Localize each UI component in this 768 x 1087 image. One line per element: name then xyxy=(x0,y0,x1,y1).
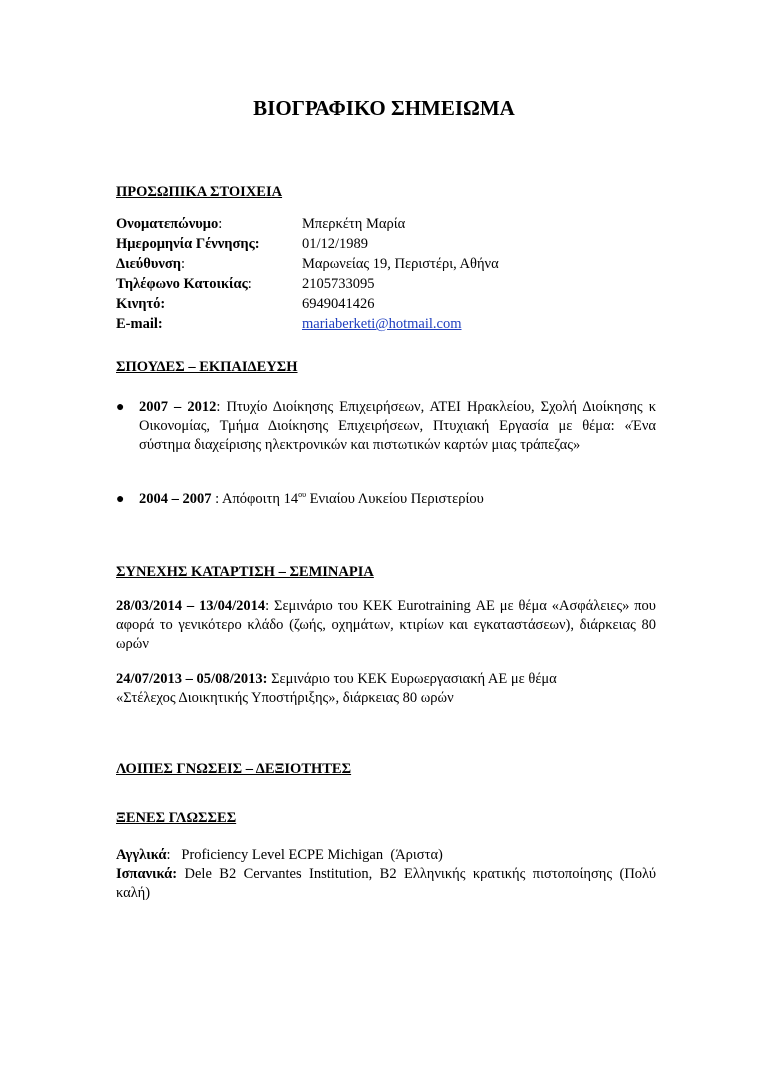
info-label: Τηλέφωνο Κατοικίας: xyxy=(116,276,252,292)
info-label: Διεύθυνση: xyxy=(116,256,186,272)
info-row-fullname xyxy=(116,215,656,235)
training-item: 24/07/2013 – 05/08/2013: Σεμινάριο του ΚΕΚ Ευρωεργασιακή ΑΕ με θέμα «Στέλεχος Διοικητικής Υποστήριξης», διάρκειας 80 ωρών xyxy=(116,671,557,706)
info-value: 2105733095 xyxy=(302,276,375,292)
info-label: Ονοματεπώνυμο: xyxy=(116,216,223,232)
languages-heading: ΞΕΝΕΣ ΓΛΩΣΣΕΣ xyxy=(116,810,237,826)
info-row-mobile xyxy=(116,295,656,315)
document-title: ΒΙΟΓΡΑΦΙΚΟ ΣΗΜΕΙΩΜΑ xyxy=(253,96,515,120)
info-value: Μαρωνείας 19, Περιστέρι, Αθήνα xyxy=(302,256,499,272)
language-item: Ισπανικά: Dele B2 Cervantes Institution, B2 Ελληνικής κρατικής πιστοποίησης (Πολύ καλή) xyxy=(116,866,656,901)
personal-details-heading: ΠΡΟΣΩΠΙΚΑ ΣΤΟΙΧΕΙΑ xyxy=(116,184,283,200)
info-value: Μπερκέτη Μαρία xyxy=(302,216,406,232)
bullet-icon: ● xyxy=(116,492,125,507)
education-item xyxy=(116,490,656,509)
education-item-text: 2004 – 2007 : Απόφοιτη $14^{o\upsilon}$ Ενιαίου Λυκείου Περιστερίου xyxy=(139,490,484,507)
skills-heading: ΛΟΙΠΕΣ ΓΝΩΣΕΙΣ – ΔΕΞΙΟΤΗΤΕΣ xyxy=(116,761,352,777)
info-row-home-phone xyxy=(116,275,656,295)
info-value: 01/12/1989 xyxy=(302,236,369,252)
training-item: 28/03/2014 – 13/04/2014: Σεμινάριο του ΚΕΚ Eurotraining ΑΕ με θέμα «Ασφάλειες» που αφορά το γενικότερο κλάδο (ζωής, οχημάτων, κτιρίων και εγκαταστάσεων), διάρκειας 80 ωρών xyxy=(116,598,656,652)
education-heading: ΣΠΟΥΔΕΣ – ΕΚΠΑΙΔΕΥΣΗ xyxy=(116,359,298,375)
info-label: Ημερομηνία Γέννησης: xyxy=(116,236,260,252)
info-row-address xyxy=(116,255,656,275)
info-row-birthdate xyxy=(116,235,656,255)
info-value: 6949041426 xyxy=(302,296,375,312)
info-label: Κινητό: xyxy=(116,296,166,312)
education-item-text: 2007 – 2012: Πτυχίο Διοίκησης Επιχειρήσεων, ΑΤΕΙ Ηρακλείου, Σχολή Διοίκησης κ Οικονομίας, Τμήμα Διοίκησης Επιχειρήσεων, Πτυχιακή Εργασία με θέμα: «Ένα σύστημα διαχείρισης ηλεκτρονικών και πιστωτικών καρτών μιας τράπεζας» xyxy=(139,399,657,453)
personal-details-table xyxy=(116,215,656,335)
info-label: E-mail: xyxy=(116,316,163,332)
bullet-icon: ● xyxy=(116,400,125,415)
education-item xyxy=(116,398,656,455)
email-link[interactable]: mariaberketi@hotmail.com xyxy=(302,316,462,332)
training-heading: ΣΥΝΕΧΗΣ ΚΑΤΑΡΤΙΣΗ – ΣΕΜΙΝΑΡΙΑ xyxy=(116,564,374,580)
language-item: Αγγλικά: Proficiency Level ECPE Michigan (Άριστα) xyxy=(116,847,443,863)
info-row-email xyxy=(116,315,656,335)
